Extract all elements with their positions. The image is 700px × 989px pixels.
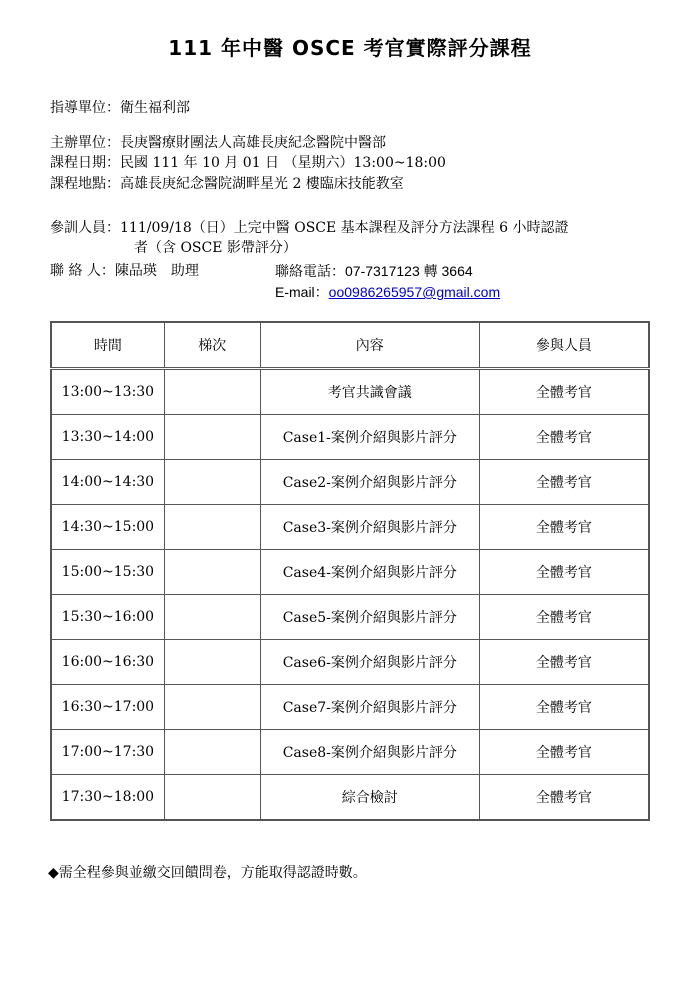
cell-time: 17:00~17:30 [51, 730, 164, 775]
table-row [51, 550, 649, 595]
cell-session [164, 775, 260, 821]
course-location-line [50, 174, 404, 194]
cell-time: 15:00~15:30 [51, 550, 164, 595]
cell-participants: 全體考官 [479, 595, 649, 640]
guidance-unit-label: 指導單位： [50, 100, 120, 116]
cell-participants: 全體考官 [479, 460, 649, 505]
cell-time: 13:00~13:30 [51, 369, 164, 415]
cell-content: Case4-案例介紹與影片評分 [260, 550, 479, 595]
table-row [51, 685, 649, 730]
cell-session [164, 640, 260, 685]
contact-label: 聯 絡 人： [50, 263, 115, 279]
cell-participants: 全體考官 [479, 685, 649, 730]
course-date-value: 民國 111 年 10 月 01 日 （星期六）13:00~18:00 [120, 155, 446, 171]
participants-line-2: 者（含 OSCE 影帶評分） [134, 240, 297, 256]
guidance-unit-line [50, 98, 190, 118]
organizer-label: 主辦單位： [50, 135, 120, 151]
contact-line [50, 261, 199, 281]
header-participants: 參與人員 [479, 322, 649, 369]
organizer-value: 長庚醫療財團法人高雄長庚紀念醫院中醫部 [120, 135, 386, 151]
cell-participants: 全體考官 [479, 369, 649, 415]
table-row [51, 369, 649, 415]
course-location-value: 高雄長庚紀念醫院湖畔星光 2 樓臨床技能教室 [120, 176, 404, 192]
cell-session [164, 550, 260, 595]
course-date-line [50, 153, 446, 173]
organizer-line [50, 133, 386, 153]
cell-participants: 全體考官 [479, 775, 649, 821]
cell-session [164, 505, 260, 550]
cell-session [164, 595, 260, 640]
cell-session [164, 685, 260, 730]
contact-email-line [275, 282, 500, 303]
cell-participants: 全體考官 [479, 505, 649, 550]
participants-label: 參訓人員： [50, 220, 120, 236]
table-row [51, 415, 649, 460]
table-row [51, 595, 649, 640]
cell-content: Case8-案例介紹與影片評分 [260, 730, 479, 775]
table-row [51, 505, 649, 550]
table-row [51, 775, 649, 821]
cell-session [164, 369, 260, 415]
cell-content: 考官共識會議 [260, 369, 479, 415]
contact-phone-line [275, 261, 473, 282]
table-row [51, 730, 649, 775]
cell-time: 17:30~18:00 [51, 775, 164, 821]
cell-time: 14:30~15:00 [51, 505, 164, 550]
header-content: 內容 [260, 322, 479, 369]
cell-time: 16:00~16:30 [51, 640, 164, 685]
course-location-label: 課程地點： [50, 176, 120, 192]
cell-content: 綜合檢討 [260, 775, 479, 821]
contact-email-label: E-mail： [275, 284, 329, 300]
header-session: 梯次 [164, 322, 260, 369]
contact-phone-value: 07-7317123 轉 3664 [345, 263, 473, 279]
cell-content: Case7-案例介紹與影片評分 [260, 685, 479, 730]
table-row [51, 460, 649, 505]
cell-content: Case2-案例介紹與影片評分 [260, 460, 479, 505]
diamond-bullet-icon: ◆ [48, 865, 59, 881]
cell-time: 13:30~14:00 [51, 415, 164, 460]
guidance-unit-value: 衛生福利部 [120, 100, 190, 116]
cell-content: Case3-案例介紹與影片評分 [260, 505, 479, 550]
cell-participants: 全體考官 [479, 730, 649, 775]
cell-participants: 全體考官 [479, 640, 649, 685]
footer-note [48, 862, 367, 882]
header-time: 時間 [51, 322, 164, 369]
course-date-label: 課程日期： [50, 155, 120, 171]
cell-participants: 全體考官 [479, 415, 649, 460]
cell-content: Case1-案例介紹與影片評分 [260, 415, 479, 460]
cell-time: 14:00~14:30 [51, 460, 164, 505]
cell-session [164, 730, 260, 775]
schedule-table [50, 321, 650, 821]
cell-content: Case6-案例介紹與影片評分 [260, 640, 479, 685]
cell-participants: 全體考官 [479, 550, 649, 595]
contact-phone-label: 聯絡電話： [275, 264, 345, 280]
participants-value: 111/09/18（日）上完中醫 OSCE 基本課程及評分方法課程 6 小時認證 [120, 220, 569, 236]
page-title: 111 年中醫 OSCE 考官實際評分課程 [168, 36, 532, 60]
table-header-row [51, 322, 649, 369]
table-row [51, 640, 649, 685]
participants-line [50, 218, 569, 238]
cell-content: Case5-案例介紹與影片評分 [260, 595, 479, 640]
footer-note-text: 需全程參與並繳交回饋問卷，方能取得認證時數。 [58, 865, 367, 881]
cell-time: 16:30~17:00 [51, 685, 164, 730]
contact-email-link[interactable]: oo0986265957@gmail.com [328, 284, 501, 300]
contact-name: 陳品瑛 助理 [114, 263, 199, 279]
cell-time: 15:30~16:00 [51, 595, 164, 640]
cell-session [164, 415, 260, 460]
cell-session [164, 460, 260, 505]
